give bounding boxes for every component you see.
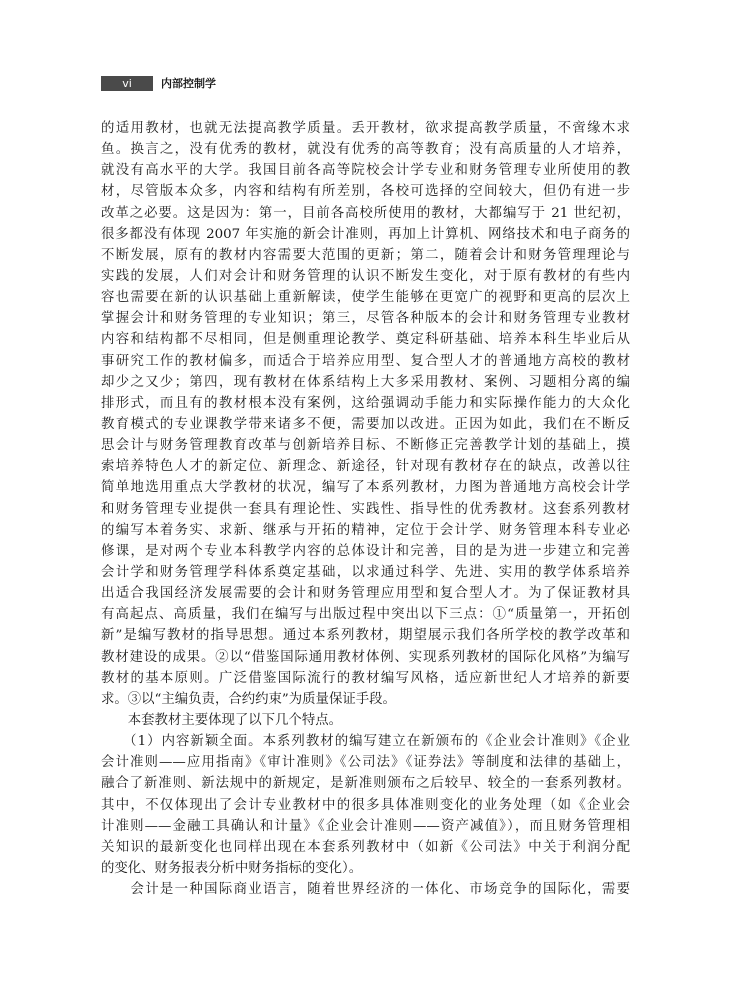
text-line: 不断发展，原有的教材内容需要大范围的更新；第二，随着会计和财务管理理论与 [101, 247, 630, 263]
text-line: 会计是一种国际商业语言，随着世界经济的一体化、市场竞争的国际化，需要 [101, 882, 630, 898]
text-line: 容也需要在新的认识基础上重新解读，使学生能够在更宽广的视野和更高的层次上 [101, 290, 630, 306]
text-line: 和财务管理专业提供一套具有理论性、实践性、指导性的优秀教材。这套系列教材 [101, 501, 630, 517]
text-line: 会计学和财务管理学科体系奠定基础，以求通过科学、先进、实用的教学体系培养 [101, 564, 630, 580]
text-line: 会计准则——应用指南》《审计准则》《公司法》《证券法》等制度和法律的基础上， [101, 755, 630, 771]
text-line: 内容和结构都不尽相同，但是侧重理论教学、奠定科研基础、培养本科生毕业后从 [101, 332, 630, 348]
text-line: 融合了新准则、新法规中的新规定，是新准则颁布之后较早、较全的一套系列教材。 [101, 776, 630, 792]
text-line: 的变化、财务报表分析中财务指标的变化）。 [101, 860, 363, 876]
text-line: 求。③以“主编负责，合约约束”为质量保证手段。 [101, 691, 396, 707]
book-title: 内部控制学 [161, 77, 216, 90]
text-line: 事研究工作的教材偏多，而适合于培养应用型、复合型人才的普通地方高校的教材 [101, 353, 630, 369]
text-line: 修课，是对两个专业本科教学内容的总体设计和完善，目的是为进一步建立和完善 [101, 543, 630, 559]
text-line: 掌握会计和财务管理的专业知识；第三，尽管各种版本的会计和财务管理专业教材 [101, 311, 630, 327]
text-line: 鱼。换言之，没有优秀的教材，就没有优秀的高等教育；没有高质量的人才培养， [101, 142, 630, 158]
text-line: 新”是编写教材的指导思想。通过本系列教材，期望展示我们各所学校的教学改革和 [101, 628, 630, 644]
text-line: 教材建设的成果。②以“借鉴国际通用教材体例、实现系列教材的国际化风格”为编写 [101, 649, 630, 665]
text-line: 计准则——金融工具确认和计量》《企业会计准则——资产减值》），而且财务管理相 [101, 818, 630, 834]
text-line: 材，尽管版本众多，内容和结构有所差别，各校可选择的空间较大，但仍有进一步 [101, 184, 630, 200]
text-line: 排形式，而且有的教材根本没有案例，这给强调动手能力和实际操作能力的大众化 [101, 395, 630, 411]
running-header [101, 74, 630, 94]
text-line: 其中，不仅体现出了会计专业教材中的很多具体准则变化的业务处理（如《企业会 [101, 797, 630, 813]
text-line: 出适合我国经济发展需要的会计和财务管理应用型和复合型人才。为了保证教材具 [101, 586, 630, 602]
text-line: 简单地选用重点大学教材的状况，编写了本系列教材，力图为普通地方高校会计学 [101, 480, 630, 496]
body-text [101, 118, 630, 900]
text-line: 却少之又少；第四，现有教材在体系结构上大多采用教材、案例、习题相分离的编 [101, 374, 630, 390]
text-line: 索培养特色人才的新定位、新理念、新途径，针对现有教材存在的缺点，改善以往 [101, 459, 630, 475]
text-line: 的适用教材，也就无法提高教学质量。丢开教材，欲求提高教学质量，不啻缘木求 [101, 121, 630, 136]
text-line: 思会计与财务管理教育改革与创新培养目标、不断修正完善教学计划的基础上，摸 [101, 438, 630, 454]
text-line: 改革之必要。这是因为：第一，目前各高校所使用的教材，大都编写于 21 世纪初， [101, 205, 630, 221]
text-line: 本套教材主要体现了以下几个特点。 [101, 712, 343, 728]
text-line: 有高起点、高质量，我们在编写与出版过程中突出以下三点：①“质量第一，开拓创 [101, 607, 630, 623]
text-line: 关知识的最新变化也同样出现在本套系列教材中（如新《公司法》中关于利润分配 [101, 839, 630, 855]
text-line: 的编写本着务实、求新、继承与开拓的精神，定位于会计学、财务管理本科专业必 [101, 522, 630, 538]
text-line: 实践的发展，人们对会计和财务管理的认识不断发生变化，对于原有教材的有些内 [101, 268, 630, 284]
text-line: 就没有高水平的大学。我国目前各高等院校会计学专业和财务管理专业所使用的教 [101, 163, 630, 179]
page-number-badge: vi [101, 76, 153, 91]
text-line: （1）内容新颖全面。本系列教材的编写建立在新颁布的《企业会计准则》《企业 [101, 734, 630, 750]
text-line: 教育模式的专业课教学带来诸多不便，需要加以改进。正因为如此，我们在不断反 [101, 416, 630, 432]
text-line: 教材的基本原则。广泛借鉴国际流行的教材编写风格，适应新世纪人才培养的新要 [101, 670, 630, 686]
text-line: 很多都没有体现 2007 年实施的新会计准则，再加上计算机、网络技术和电子商务的 [101, 226, 630, 242]
